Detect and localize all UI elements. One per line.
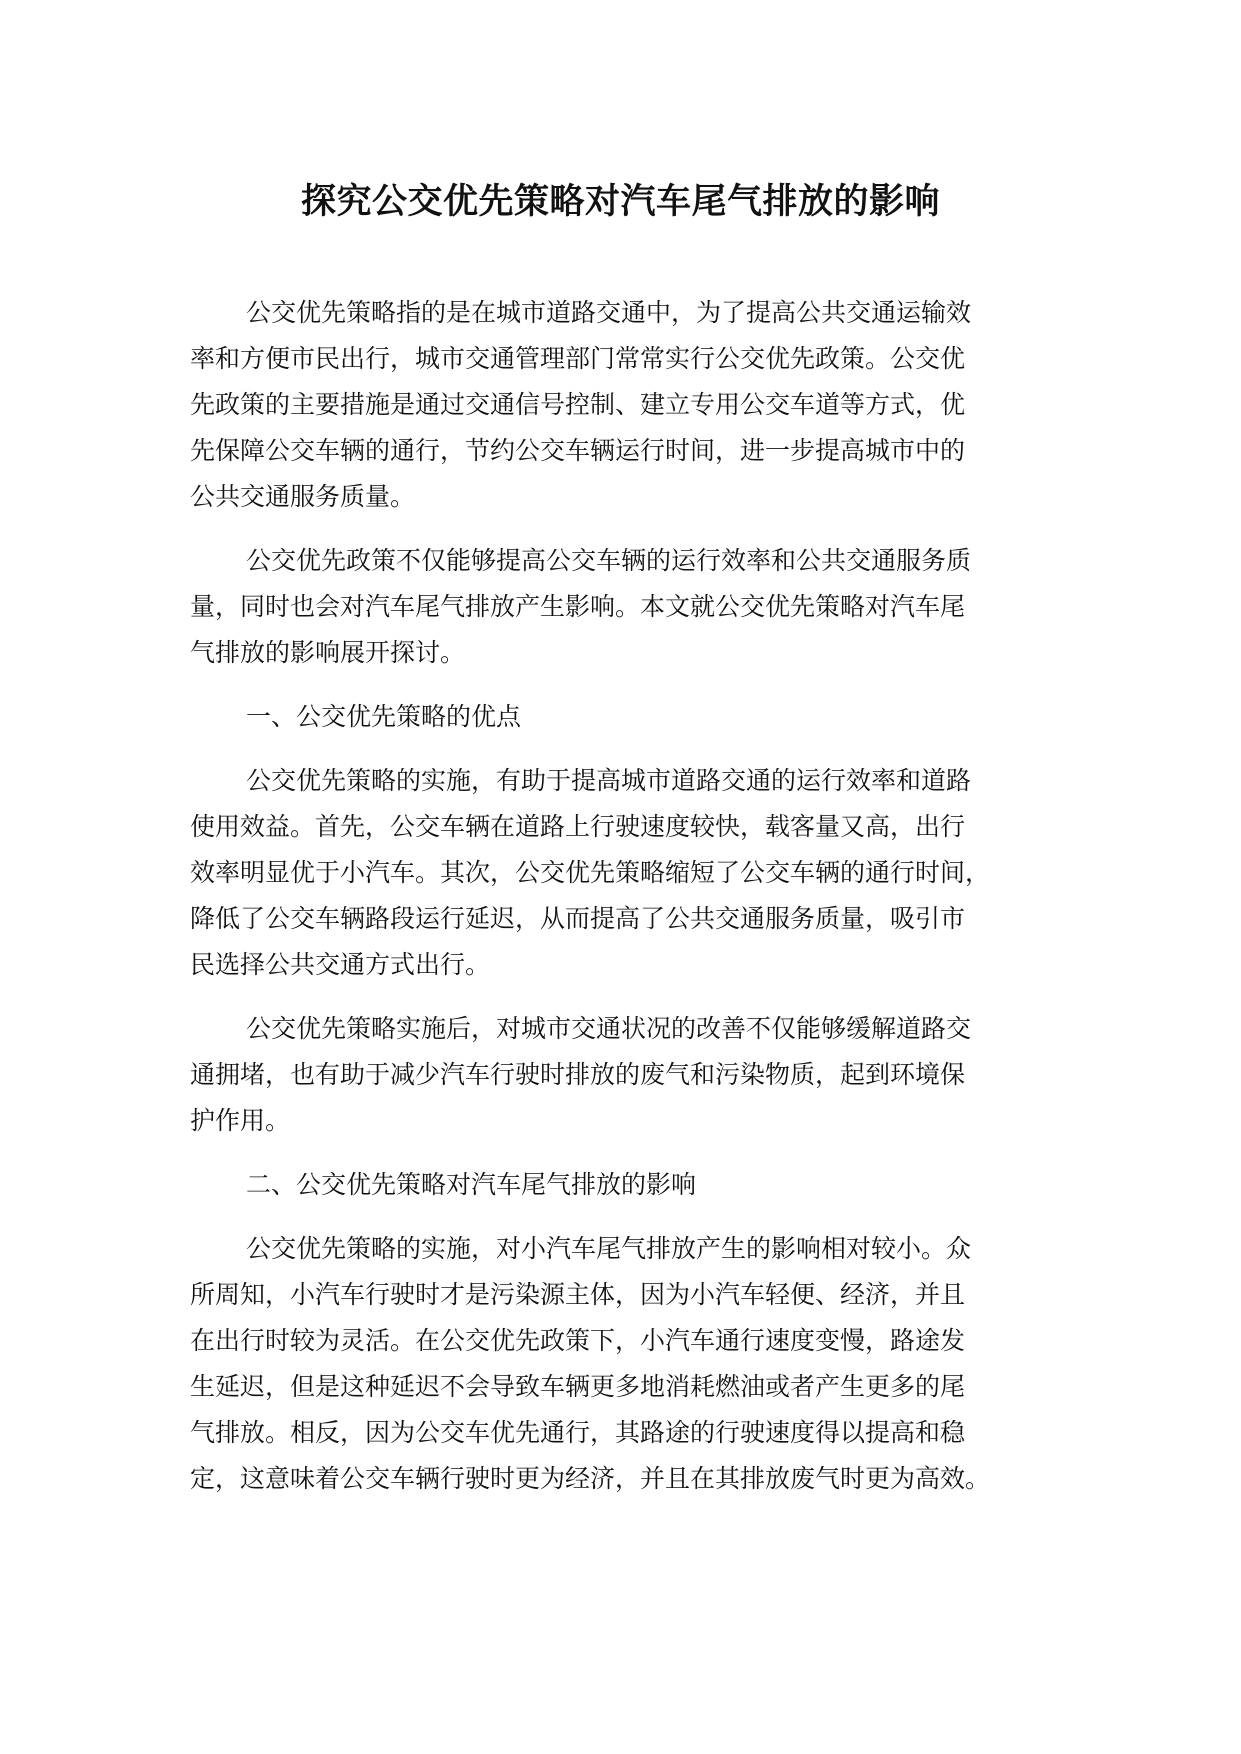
section-heading-2 bbox=[190, 1162, 1070, 1208]
paragraph-line: 率和方便市民出行，城市交通管理部门常常实行公交优先政策。公交优 bbox=[190, 344, 966, 373]
document-title: 探究公交优先策略对汽车尾气排放的影响 bbox=[300, 182, 940, 222]
paragraph-line: 公交优先策略的实施，有助于提高城市道路交通的运行效率和道路 bbox=[246, 766, 972, 795]
paragraph-line: 公交优先策略的实施，对小汽车尾气排放产生的影响相对较小。众 bbox=[246, 1234, 972, 1263]
paragraph-2 bbox=[190, 538, 1070, 676]
paragraph-line: 量，同时也会对汽车尾气排放产生影响。本文就公交优先策略对汽车尾 bbox=[190, 592, 966, 621]
paragraph-3 bbox=[190, 758, 1070, 988]
section-heading-text: 一、公交优先策略的优点 bbox=[246, 702, 522, 731]
paragraph-line: 降低了公交车辆路段运行延迟，从而提高了公共交通服务质量，吸引市 bbox=[190, 904, 966, 933]
paragraph-1 bbox=[190, 290, 1070, 520]
paragraph-line: 使用效益。首先，公交车辆在道路上行驶速度较快，载客量又高，出行 bbox=[190, 812, 966, 841]
document-body bbox=[190, 290, 1070, 1520]
paragraph-line: 效率明显优于小汽车。其次，公交优先策略缩短了公交车辆的通行时间， bbox=[190, 858, 991, 887]
paragraph-line: 气排放。相反，因为公交车优先通行，其路途的行驶速度得以提高和稳 bbox=[190, 1418, 966, 1447]
paragraph-5 bbox=[190, 1226, 1070, 1502]
paragraph-line: 公交优先策略指的是在城市道路交通中，为了提高公共交通运输效 bbox=[246, 298, 972, 327]
paragraph-line: 定，这意味着公交车辆行驶时更为经济，并且在其排放废气时更为高效。 bbox=[190, 1464, 991, 1493]
paragraph-4 bbox=[190, 1006, 1070, 1144]
section-heading-1 bbox=[190, 694, 1070, 740]
paragraph-line: 通拥堵，也有助于减少汽车行驶时排放的废气和污染物质，起到环境保 bbox=[190, 1060, 966, 1089]
paragraph-line: 公交优先策略实施后，对城市交通状况的改善不仅能够缓解道路交 bbox=[246, 1014, 972, 1043]
paragraph-line: 先政策的主要措施是通过交通信号控制、建立专用公交车道等方式，优 bbox=[190, 390, 966, 419]
paragraph-line: 公共交通服务质量。 bbox=[190, 482, 416, 511]
paragraph-line: 护作用。 bbox=[190, 1106, 291, 1135]
paragraph-line: 公交优先政策不仅能够提高公交车辆的运行效率和公共交通服务质 bbox=[246, 546, 972, 575]
paragraph-line: 气排放的影响展开探讨。 bbox=[190, 638, 466, 667]
section-heading-text: 二、公交优先策略对汽车尾气排放的影响 bbox=[246, 1170, 697, 1199]
paragraph-line: 民选择公共交通方式出行。 bbox=[190, 950, 491, 979]
paragraph-line: 生延迟，但是这种延迟不会导致车辆更多地消耗燃油或者产生更多的尾 bbox=[190, 1372, 966, 1401]
paragraph-line: 在出行时较为灵活。在公交优先政策下，小汽车通行速度变慢，路途发 bbox=[190, 1326, 966, 1355]
paragraph-line: 所周知，小汽车行驶时才是污染源主体，因为小汽车轻便、经济，并且 bbox=[190, 1280, 966, 1309]
paragraph-line: 先保障公交车辆的通行，节约公交车辆运行时间，进一步提高城市中的 bbox=[190, 436, 966, 465]
